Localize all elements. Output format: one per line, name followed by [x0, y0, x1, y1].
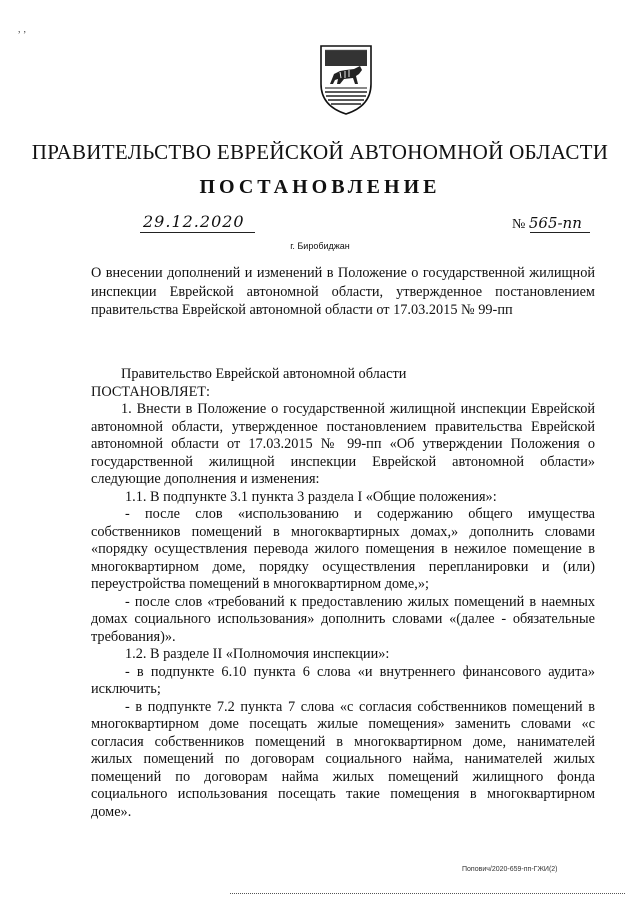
body-paragraph: 1.2. В разделе II «Полномочия инспекции»: — [125, 646, 390, 662]
city-label: г. Биробиджан — [290, 241, 350, 251]
footer-document-code: Попович/2020-659-пп-ГЖИ(2) — [462, 866, 558, 873]
government-title: ПРАВИТЕЛЬСТВО ЕВРЕЙСКОЙ АВТОНОМНОЙ ОБЛАСТИ — [31, 140, 609, 164]
resolution-body — [91, 366, 595, 821]
body-paragraph: 1. Внести в Положение о государственной жилищной инспекции Еврейской автономной области, утвержденное постановлением правительства Еврейской автономной области от 17.03.2015 № 99-пп «Об утверждении Положения о государственной жилищной инспекции Еврейской автономной области» следующие дополнения и изменения: — [91, 401, 595, 487]
body-paragraph: 1.1. В подпункте 3.1 пункта 3 раздела I «Общие положения»: — [125, 488, 497, 505]
document-date: 29.12.2020 — [143, 212, 245, 231]
body-paragraph: Правительство Еврейской автономной области — [121, 366, 407, 382]
document-type-title: ПОСТАНОВЛЕНИЕ — [199, 176, 441, 198]
number-underline — [530, 232, 590, 233]
scan-corner-marks: , ‚ — [18, 24, 27, 35]
number-value: 565-пп — [528, 214, 582, 232]
body-paragraph: - после слов «требований к предоставлению жилых помещений в наемных домах социального использования» дополнить словами «(далее - обязательные требования)». — [91, 593, 595, 645]
body-paragraph: - в подпункте 6.10 пункта 6 слова «и внутреннего финансового аудита» исключить; — [91, 663, 595, 697]
resolution-heading: О внесении дополнений и изменений в Положение о государственной жилищной инспекции Еврейской автономной области, утвержденное постановлением правительства Еврейской автономной области от 17.03.2015 № 99-пп — [91, 265, 595, 318]
document-number — [512, 214, 582, 233]
coat-of-arms-emblem — [318, 44, 374, 116]
number-prefix: № — [512, 217, 526, 232]
date-underline — [140, 232, 255, 233]
body-paragraph: - после слов «использованию и содержанию общего имущества собственников помещений в многоквартирных домах,» дополнить словами «порядку осуществления перевода жилого помещения в нежилое помещение в многоквартирном доме, порядку осуществления перепланировки и (или) переустройства помещений в многоквартирном доме,»; — [91, 506, 595, 592]
body-paragraph: - в подпункте 7.2 пункта 7 слова «с согласия собственников помещений в многоквартирном доме посещать жилые помещения» заменить словами «с согласия собственников помещений в многоквартирном доме, нанимателей жилых помещений по договорам социального найма, нанимателей жилых помещений по договорам найма жилых помещений жилищного фонда социального использования посещать такие помещения в многоквартирном доме». — [91, 698, 595, 820]
body-paragraph: ПОСТАНОВЛЯЕТ: — [91, 383, 211, 400]
footer-line — [230, 893, 625, 894]
